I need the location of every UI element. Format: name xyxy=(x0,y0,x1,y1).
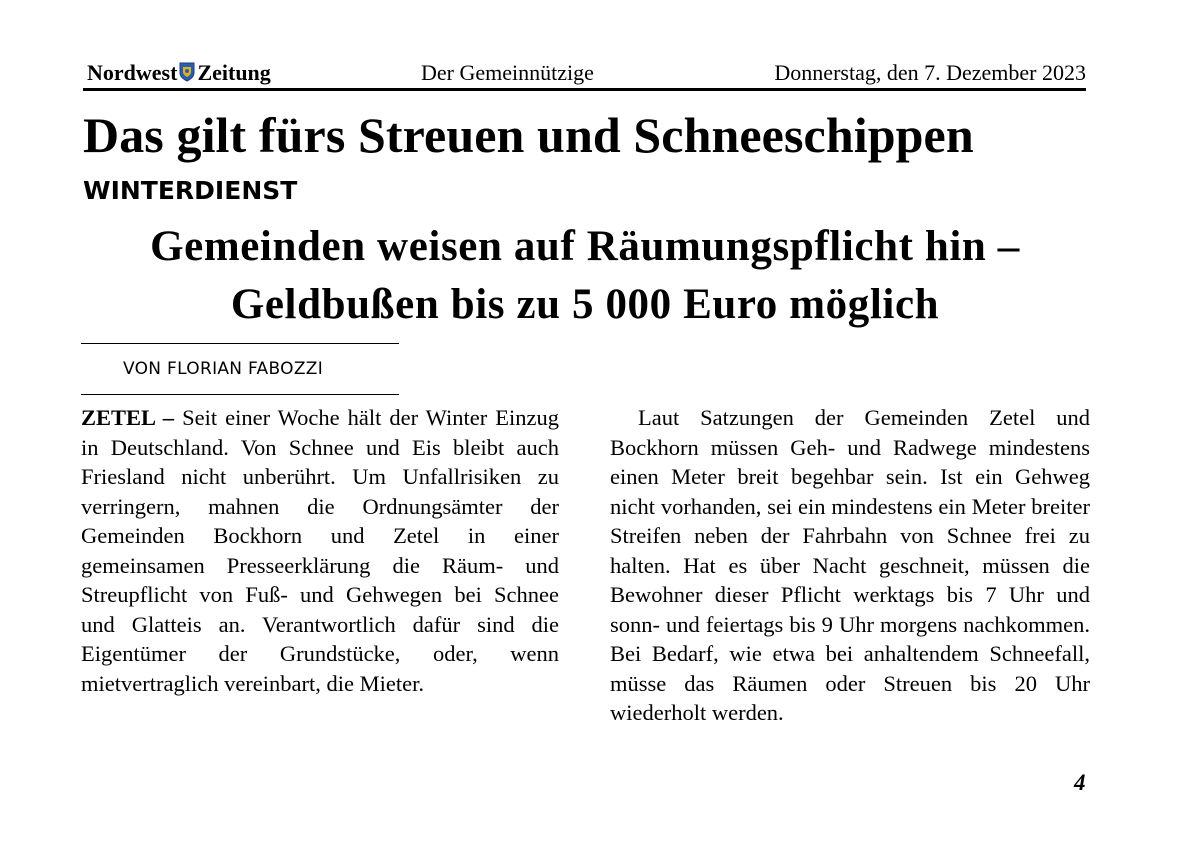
masthead xyxy=(83,58,1086,91)
kicker: WINTERDIENST xyxy=(83,176,298,205)
page-number: 4 xyxy=(1074,770,1086,795)
section-title: Der Gemeinnützige xyxy=(421,60,594,85)
headline: Das gilt fürs Streuen und Schneeschippen xyxy=(83,107,974,163)
paragraph-2: Laut Satzungen der Gemeinden Zetel und Bockhorn müssen Geh- und Radwege mindestens einen Meter breit begehbar sein. Ist ein Gehweg nicht vorhanden, sei ein mindestens ein Meter breiter Streifen neben der Fahrbahn von Schnee frei zu halten. Hat es über Nacht geschneit, müssen die Bewohner dieser Pflicht werktags bis 7 Uhr und sonn- und feiertags bis 9 Uhr morgens nachkommen. Bei Bedarf, wie etwa bei anhaltendem Schneefall, müsse das Räumen oder Streuen bis 20 Uhr wiederholt werden. xyxy=(610,405,1090,725)
paragraph-1-text: Seit einer Woche hält der Winter Einzug in Deutschland. Von Schnee und Eis bleibt auch Friesland nicht unberührt. Um Unfallrisiken zu verringern, mahnen die Ordnungsämter der Gemeinden Bockhorn und Zetel in einer gemeinsamen Presseerklärung die Räum- und Streupflicht von Fuß- und Gehwegen bei Schnee und Glatteis an. Verantwortlich dafür sind die Eigentümer der Grundstücke, oder, wenn mietvertraglich vereinbart, die Mieter. xyxy=(81,405,559,696)
article-column-left xyxy=(81,403,559,698)
dateline: ZETEL – xyxy=(81,405,175,430)
coat-of-arms-icon xyxy=(179,62,195,88)
byline-rule-bottom xyxy=(81,394,399,395)
newspaper-brand xyxy=(87,60,271,88)
byline-rule-top xyxy=(81,343,399,344)
brand-name-left: Nordwest xyxy=(87,60,178,85)
issue-date: Donnerstag, den 7. Dezember 2023 xyxy=(774,60,1086,85)
subheadline-line-1: Gemeinden weisen auf Räumungspflicht hin – xyxy=(150,223,1020,270)
byline: VON FLORIAN FABOZZI xyxy=(123,359,324,379)
brand-name-right: Zeitung xyxy=(197,60,271,85)
article-column-right xyxy=(610,403,1090,728)
subheadline-line-2: Geldbußen bis zu 5 000 Euro möglich xyxy=(230,281,940,328)
paragraph-1 xyxy=(81,403,559,698)
subheadline xyxy=(60,218,1110,334)
